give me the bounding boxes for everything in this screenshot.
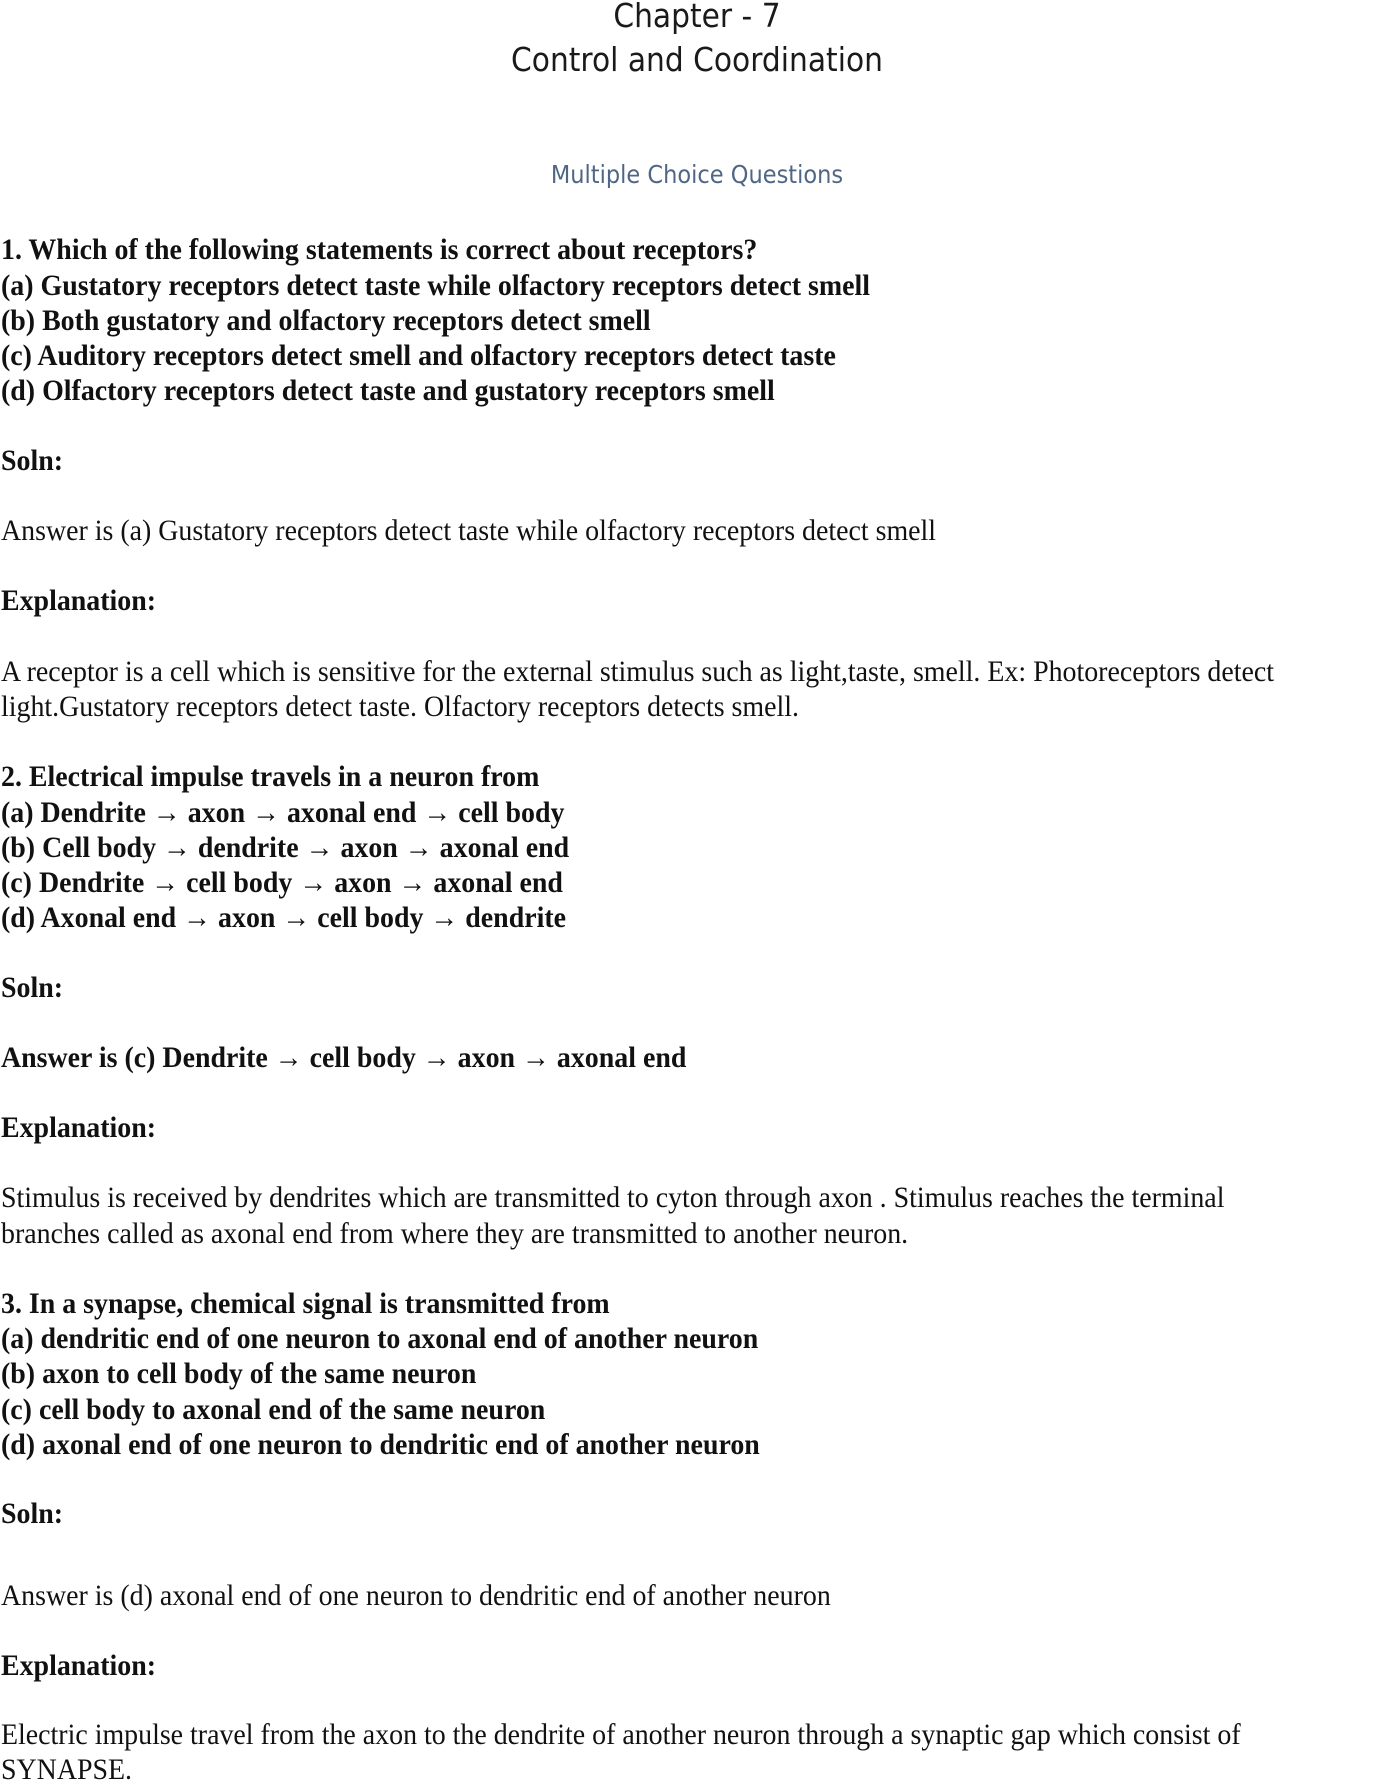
question-3: 3. In a synapse, chemical signal is transmitted from — [1, 1287, 610, 1320]
q3-explanation-label: Explanation: — [1, 1649, 157, 1682]
q3-option-c: (c) cell body to axonal end of the same neuron — [1, 1393, 546, 1426]
chapter-number: Chapter - 7 — [613, 0, 781, 35]
q2-explanation-label: Explanation: — [1, 1111, 157, 1144]
q1-option-b: (b) Both gustatory and olfactory receptors detect smell — [1, 304, 651, 337]
q1-answer: Answer is (a) Gustatory receptors detect taste while olfactory receptors detect smell — [1, 514, 937, 547]
q2-option-a: (a) Dendrite → axon → axonal end → cell body — [1, 796, 565, 829]
q3-explanation-line: SYNAPSE. — [1, 1753, 133, 1786]
q1-explanation-line: light.Gustatory receptors detect taste. Olfactory receptors detects smell. — [1, 690, 799, 723]
q1-option-d: (d) Olfactory receptors detect taste and gustatory receptors smell — [1, 374, 775, 407]
q3-soln-label: Soln: — [1, 1497, 64, 1530]
q3-option-d: (d) axonal end of one neuron to dendritic end of another neuron — [1, 1428, 760, 1461]
q2-answer: Answer is (c) Dendrite → cell body → axon → axonal end — [1, 1041, 687, 1074]
q2-option-b: (b) Cell body → dendrite → axon → axonal end — [1, 831, 570, 864]
q3-option-b: (b) axon to cell body of the same neuron — [1, 1357, 477, 1390]
q1-soln-label: Soln: — [1, 444, 64, 477]
section-heading: Multiple Choice Questions — [550, 160, 844, 189]
q1-option-c: (c) Auditory receptors detect smell and olfactory receptors detect taste — [1, 339, 836, 372]
question-2: 2. Electrical impulse travels in a neuron from — [1, 760, 540, 793]
q2-explanation-line: branches called as axonal end from where they are transmitted to another neuron. — [1, 1217, 909, 1250]
question-1: 1. Which of the following statements is correct about receptors? — [1, 233, 758, 266]
q3-answer: Answer is (d) axonal end of one neuron to dendritic end of another neuron — [1, 1579, 831, 1612]
q2-option-c: (c) Dendrite → cell body → axon → axonal end — [1, 866, 563, 899]
q3-explanation-line: Electric impulse travel from the axon to the dendrite of another neuron through a synaptic gap which consist of — [1, 1718, 1241, 1751]
q1-explanation-line: A receptor is a cell which is sensitive for the external stimulus such as light,taste, smell. Ex: Photoreceptors detect — [1, 655, 1275, 688]
q2-option-d: (d) Axonal end → axon → cell body → dendrite — [1, 901, 567, 934]
q1-explanation-label: Explanation: — [1, 584, 157, 617]
q1-option-a: (a) Gustatory receptors detect taste while olfactory receptors detect smell — [1, 269, 870, 302]
q3-option-a: (a) dendritic end of one neuron to axonal end of another neuron — [1, 1322, 759, 1355]
q2-explanation-line: Stimulus is received by dendrites which are transmitted to cyton through axon . Stimulus reaches the terminal — [1, 1181, 1225, 1214]
q2-soln-label: Soln: — [1, 971, 64, 1004]
chapter-title: Control and Coordination — [511, 40, 883, 79]
